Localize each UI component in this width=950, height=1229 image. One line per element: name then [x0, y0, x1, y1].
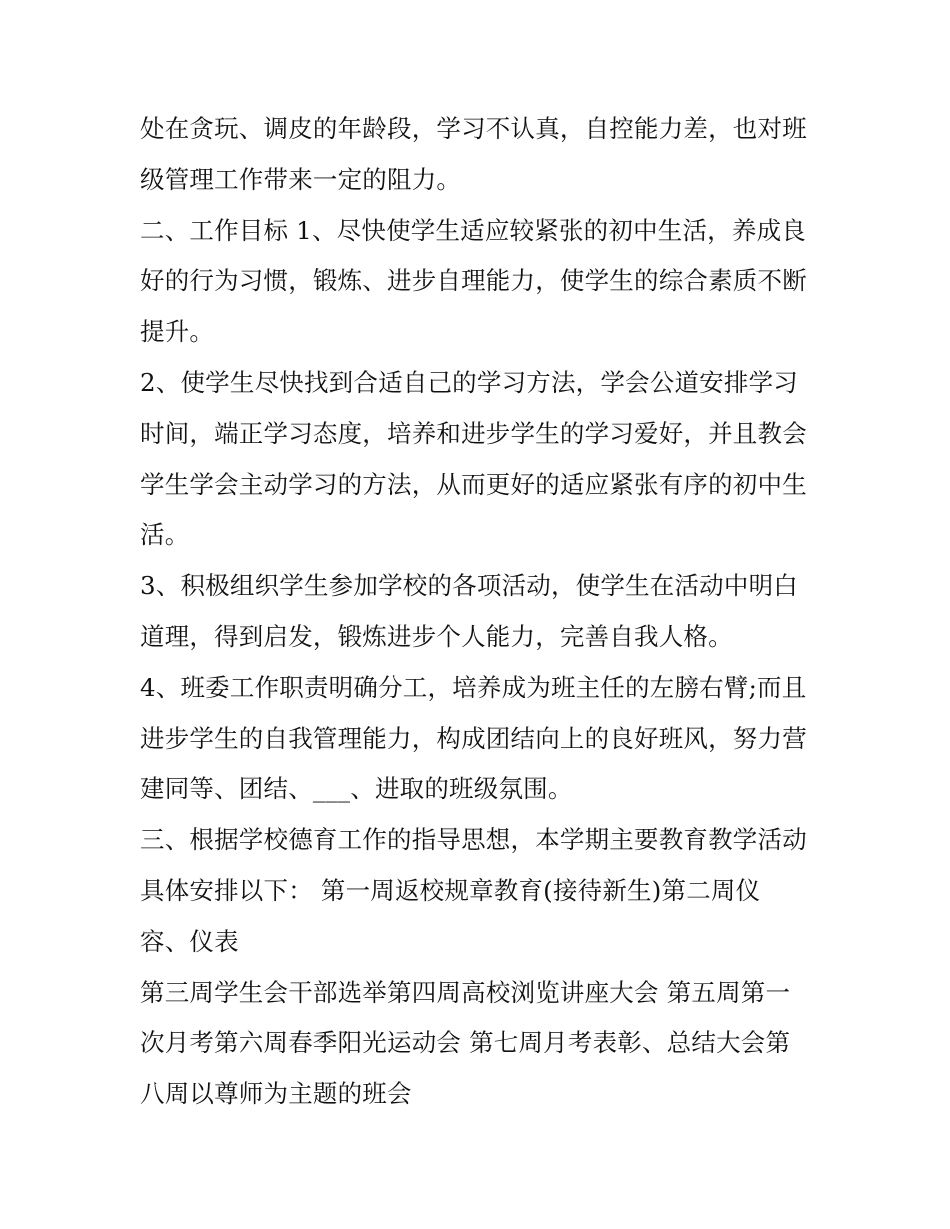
text-line: 处在贪玩、调皮的年龄段，学习不认真，自控能力差，也对班 [140, 114, 807, 143]
text-line: 2、使学生尽快找到合适自己的学习方法，学会公道安排学习 [140, 367, 798, 397]
text-line: 4、班委工作职责明确分工，培养成为班主任的左膀右臂;而且 [140, 672, 807, 702]
text-line: 八周以尊师为主题的班会 [140, 1079, 412, 1109]
text-line: 具体安排以下： 第一周返校规章教育(接待新生)第二周仪 [140, 875, 761, 905]
text-line: 时间，端正学习态度，培养和进步学生的学习爱好，并且教会 [140, 418, 807, 448]
text-line: 二、工作目标 1、尽快使学生适应较紧张的初中生活，养成良 [140, 215, 806, 245]
text-line: 好的行为习惯，锻炼、进步自理能力，使学生的综合素质不断 [140, 266, 807, 296]
text-line: 学生学会主动学习的方法，从而更好的适应紧张有序的初中生 [140, 469, 807, 499]
text-line: 次月考第六周春季阳光运动会 第七周月考表彰、总结大会第 [140, 1028, 791, 1058]
text-line: 三、根据学校德育工作的指导思想，本学期主要教育教学活动 [140, 825, 807, 855]
text-line: 第三周学生会干部选举第四周高校浏览讲座大会 第五周第一 [140, 977, 791, 1007]
text-line: 活。 [140, 520, 190, 550]
document-body [140, 104, 820, 1120]
text-line: 容、仪表 [140, 926, 239, 956]
text-line: 3、积极组织学生参加学校的各项活动，使学生在活动中明白 [140, 571, 798, 601]
text-line: 道理，得到启发，锻炼进步个人能力，完善自我人格。 [140, 621, 733, 651]
text-line: 建同等、团结、___、进取的班级氛围。 [140, 774, 573, 804]
text-line: 提升。 [140, 317, 215, 347]
text-line: 进步学生的自我管理能力，构成团结向上的良好班风，努力营 [140, 723, 807, 753]
text-line: 级管理工作带来一定的阻力。 [140, 164, 462, 194]
